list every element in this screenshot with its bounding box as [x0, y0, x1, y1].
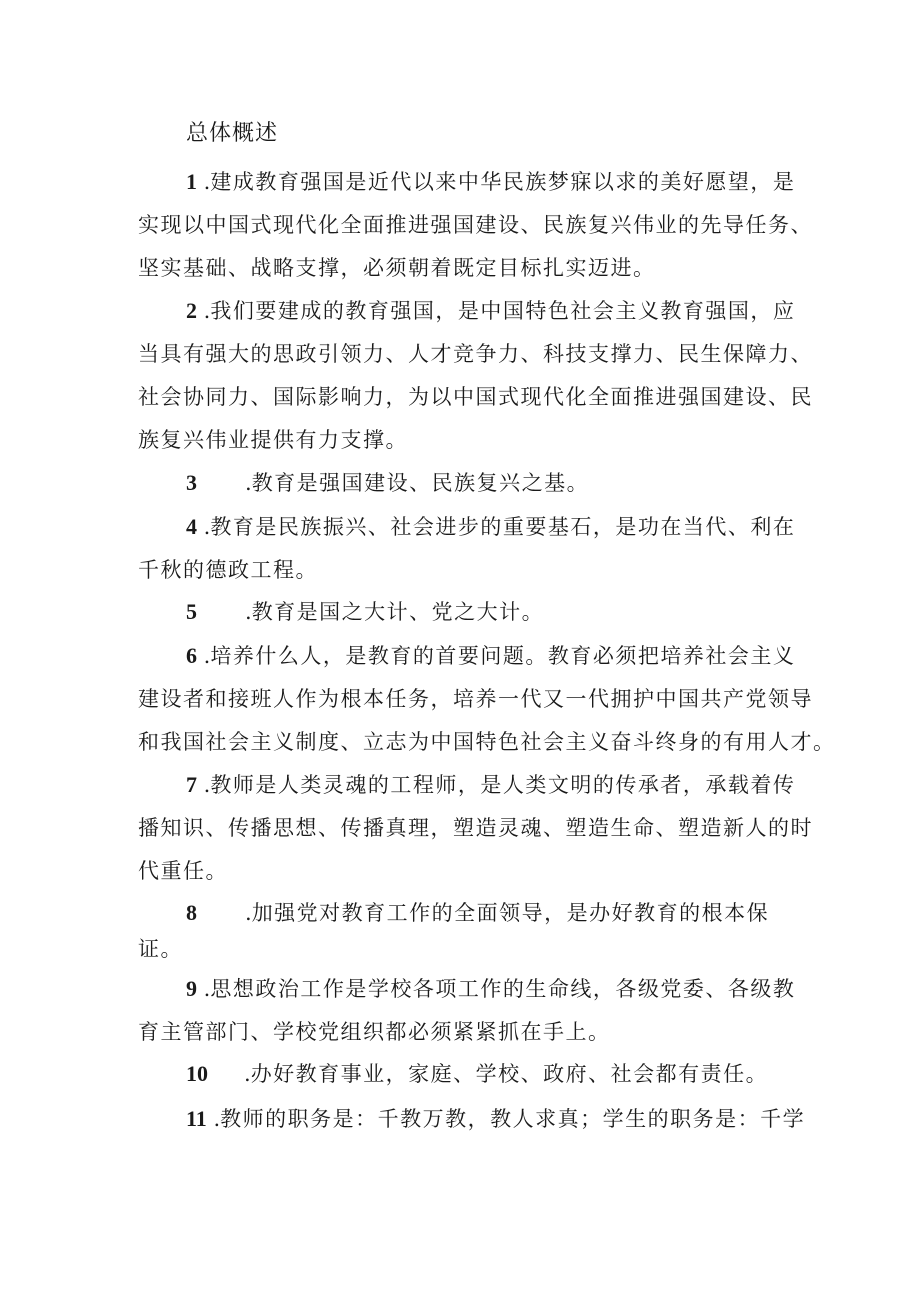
paragraph-11: 11 .教师的职务是：千教万教，教人求真；学生的职务是：千学 — [186, 1106, 806, 1131]
paragraph-line: 当具有强大的思政引领力、人才竞争力、科技支撑力、民生保障力、 — [138, 342, 813, 366]
paragraph-number: 10 — [186, 1061, 208, 1086]
paragraph-number: 9 — [186, 976, 197, 1001]
paragraph-line: 教育是强国建设、民族复兴之基。 — [251, 471, 590, 495]
paragraph-line: 加强党对教育工作的全面领导，是办好教育的根本保 — [251, 901, 770, 925]
paragraph-line: 实现以中国式现代化全面推进强国建设、民族复兴伟业的先导任务、 — [138, 213, 813, 237]
paragraph-line: 培养什么人，是教育的首要问题。教育必须把培养社会主义 — [210, 644, 796, 668]
paragraph-line: 和我国社会主义制度、立志为中国特色社会主义奋斗终身的有用人才。 — [138, 730, 836, 754]
paragraph-line: 建设者和接班人作为根本任务，培养一代又一代拥护中国共产党领导 — [138, 687, 813, 711]
paragraph-line: 教师的职务是：千教万教，教人求真；学生的职务是：千学 — [220, 1107, 806, 1131]
paragraph-number: 5 — [186, 599, 197, 624]
paragraph-line: 教育是国之大计、党之大计。 — [251, 600, 545, 624]
paragraph-number: 3 — [186, 470, 197, 495]
paragraph-line: 族复兴伟业提供有力支撑。 — [138, 428, 408, 452]
paragraph-number: 6 — [186, 643, 197, 668]
paragraph-line: 社会协同力、国际影响力，为以中国式现代化全面推进强国建设、民 — [138, 385, 813, 409]
paragraph-5: 5 .教育是国之大计、党之大计。 — [186, 599, 545, 624]
paragraph-number: 7 — [186, 772, 197, 797]
paragraph-line: 播知识、传播思想、传播真理，塑造灵魂、塑造生命、塑造新人的时 — [138, 816, 813, 840]
paragraph-6: 6 .培养什么人，是教育的首要问题。教育必须把培养社会主义 建设者和接班人作为根本任务，培养一代又一代拥护中国共产党领导 和我国社会主义制度、立志为中国特色社会主义奋斗终身的有用人才。 — [138, 634, 798, 764]
paragraph-line: 办好教育事业，家庭、学校、政府、社会都有责任。 — [250, 1062, 769, 1086]
paragraph-7: 7 .教师是人类灵魂的工程师，是人类文明的传承者，承载着传 播知识、传播思想、传播真理，塑造灵魂、塑造生命、塑造新人的时 代重任。 — [138, 763, 798, 893]
paragraph-line: 建成教育强国是近代以来中华民族梦寐以求的美好愿望，是 — [210, 170, 796, 194]
paragraph-line: 育主管部门、学校党组织都必须紧紧抓在手上。 — [138, 1020, 611, 1044]
paragraph-line: 思想政治工作是学校各项工作的生命线，各级党委、各级教 — [210, 977, 796, 1001]
paragraph-4: 4 .教育是民族振兴、社会进步的重要基石，是功在当代、利在 千秋的德政工程。 — [138, 505, 798, 592]
paragraph-line: 代重任。 — [138, 859, 228, 883]
paragraph-line: 坚实基础、战略支撑，必须朝着既定目标扎实迈进。 — [138, 256, 656, 280]
paragraph-line: 教师是人类灵魂的工程师，是人类文明的传承者，承载着传 — [210, 773, 796, 797]
paragraph-number: 11 — [186, 1106, 207, 1131]
paragraph-1: 1 .建成教育强国是近代以来中华民族梦寐以求的美好愿望，是 实现以中国式现代化全面推进强国建设、民族复兴伟业的先导任务、 坚实基础、战略支撑，必须朝着既定目标扎实迈进。 — [138, 160, 798, 290]
paragraph-10: 10 .办好教育事业，家庭、学校、政府、社会都有责任。 — [186, 1061, 769, 1086]
paragraph-number: 1 — [186, 169, 197, 194]
paragraph-number: 2 — [186, 298, 197, 323]
paragraph-line: 千秋的德政工程。 — [138, 558, 318, 582]
section-heading: 总体概述 — [186, 121, 279, 146]
paragraph-3: 3 .教育是强国建设、民族复兴之基。 — [186, 470, 590, 495]
paragraph-2: 2 .我们要建成的教育强国，是中国特色社会主义教育强国，应 当具有强大的思政引领力、人才竞争力、科技支撑力、民生保障力、 社会协同力、国际影响力，为以中国式现代化全面推进强国建设、民 族复兴伟业提供有力支撑。 — [138, 289, 798, 462]
paragraph-number: 8 — [186, 900, 197, 925]
paragraph-line: 教育是民族振兴、社会进步的重要基石，是功在当代、利在 — [210, 515, 796, 539]
paragraph-number: 4 — [186, 514, 197, 539]
paragraph-line: 我们要建成的教育强国，是中国特色社会主义教育强国，应 — [210, 299, 796, 323]
paragraph-line: 证。 — [138, 937, 183, 961]
paragraph-9: 9 .思想政治工作是学校各项工作的生命线，各级党委、各级教 育主管部门、学校党组织都必须紧紧抓在手上。 — [138, 967, 798, 1054]
paragraph-8: 8 .加强党对教育工作的全面领导，是办好教育的根本保 证。 — [138, 895, 798, 967]
